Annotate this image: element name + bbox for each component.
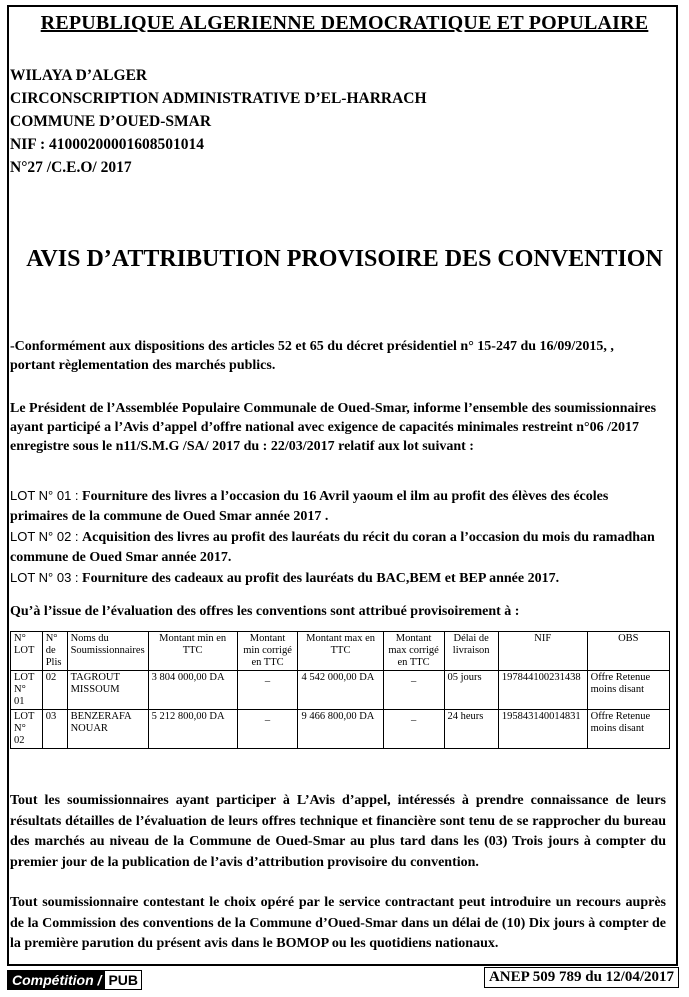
anep-reference: ANEP 509 789 du 12/04/2017	[484, 967, 679, 988]
lot-item	[10, 568, 662, 589]
header-max: Montant max en TTC	[298, 632, 383, 671]
wilaya-line: WILAYA D’ALGER	[10, 67, 148, 84]
lot-description: Fourniture des livres a l’occasion du 16 Avril yaoum el ilm au profit des élèves des écoles primaires de la commune de Oued Smar année 2017 .	[10, 489, 609, 524]
legal-basis-paragraph: -Conformément aux dispositions des articles 52 et 65 du décret présidentiel n° 15-247 du 16/09/2015, , portant règlementation des marchés publics.	[10, 339, 614, 373]
cell-max-corrected: _	[383, 671, 444, 710]
cell-plis: 03	[42, 710, 67, 749]
cell-lot: LOT N° 02	[11, 710, 43, 749]
header-delay: Délai de livraison	[444, 632, 498, 671]
table-row	[11, 671, 670, 710]
commune-line: COMMUNE D’OUED-SMAR	[10, 113, 212, 130]
republic-heading: REPUBLIQUE ALGERIENNE DEMOCRATIQUE ET POPULAIRE	[40, 12, 649, 34]
header-lot: N° LOT	[11, 632, 43, 671]
cell-plis: 02	[42, 671, 67, 710]
cell-name: BENZERAFA NOUAR	[67, 710, 148, 749]
nif-line: NIF : 41000200001608501014	[10, 136, 205, 153]
category-badge	[7, 970, 142, 990]
lot-description: Fourniture des cadeaux au profit des lauréats du BAC,BEM et BEP année 2017.	[82, 571, 560, 586]
cell-obs: Offre Retenue moins disant	[587, 671, 669, 710]
cell-nif: 195843140014831	[498, 710, 587, 749]
header-nif: NIF	[498, 632, 587, 671]
lot-description: Acquisition des livres au profit des lauréats du récit du coran a l’occasion du mois du ramadhan commune de Oued Smar année 2017.	[10, 530, 655, 565]
cell-delay: 24 heurs	[444, 710, 498, 749]
pub-label: PUB	[108, 972, 138, 988]
header-names: Noms du Soumissionnaires	[67, 632, 148, 671]
header-obs: OBS	[587, 632, 669, 671]
cell-min: 3 804 000,00 DA	[148, 671, 237, 710]
table-header-row	[11, 632, 670, 671]
lot-label: LOT N° 01 :	[10, 488, 79, 503]
cell-max: 9 466 800,00 DA	[298, 710, 383, 749]
cell-min-corrected: _	[237, 710, 298, 749]
attribution-table	[10, 631, 670, 749]
lot-label: LOT N° 02 :	[10, 529, 79, 544]
lot-item	[10, 486, 662, 527]
cell-max-corrected: _	[383, 710, 444, 749]
header-min: Montant min en TTC	[148, 632, 237, 671]
cell-obs: Offre Retenue moins disant	[587, 710, 669, 749]
cell-min: 5 212 800,00 DA	[148, 710, 237, 749]
issuer-block	[10, 64, 427, 179]
cell-nif: 197844100231438	[498, 671, 587, 710]
cell-max: 4 542 000,00 DA	[298, 671, 383, 710]
reference-line: N°27 /C.E.O/ 2017	[10, 159, 132, 176]
lot-item	[10, 527, 662, 568]
cell-name: TAGROUT MISSOUM	[67, 671, 148, 710]
circonscription-line: CIRCONSCRIPTION ADMINISTRATIVE D’EL-HARRACH	[10, 90, 427, 107]
cell-lot: LOT N° 01	[11, 671, 43, 710]
competition-label: Compétition /	[8, 971, 105, 989]
header-plis: N° de Plis	[42, 632, 67, 671]
header-max-corrected: Montant max corrigé en TTC	[383, 632, 444, 671]
notice-title: AVIS D’ATTRIBUTION PROVISOIRE DES CONVENTION	[26, 246, 663, 272]
lot-label: LOT N° 03 :	[10, 570, 79, 585]
consultation-paragraph: Tout les soumissionnaires ayant participer à L’Avis d’appel, intéressés à prendre connaissance de leurs résultats détailles de l’évaluation de leurs offres technique et financière sont tenu de se rapprocher du bureau des marchés au niveau de la Commune de Oued-Smar au plus tard dans les (03) Trois jours à compter du premier jour de la publication de l’avis d’attribution provisoire du convention.	[10, 793, 666, 870]
appeal-paragraph: Tout soumissionnaire contestant le choix opéré par le service contractant peut introduire un recours auprès de la Commission des conventions de la Commune d’Oued-Smar dans un délai de (10) Dix jours à compter de la première parution du présent avis dans le BOMOP ou les quotidiens nationaux.	[10, 895, 666, 951]
table-row	[11, 710, 670, 749]
announcement-paragraph: Le Président de l’Assemblée Populaire Communale de Oued-Smar, informe l’ensemble des soumissionnaires ayant participé a l’Avis d’appel d’offre national avec exigence de capacités minimales restreint n°06 /2017 enregistre sous le n11/S.M.G /SA/ 2017 du : 22/03/2017 relatif aux lot suivant :	[10, 401, 657, 454]
header-min-corrected: Montant min corrigé en TTC	[237, 632, 298, 671]
attribution-intro: Qu’à l’issue de l’évaluation des offres les conventions sont attribué provisoirement à :	[10, 604, 520, 619]
cell-min-corrected: _	[237, 671, 298, 710]
cell-delay: 05 jours	[444, 671, 498, 710]
